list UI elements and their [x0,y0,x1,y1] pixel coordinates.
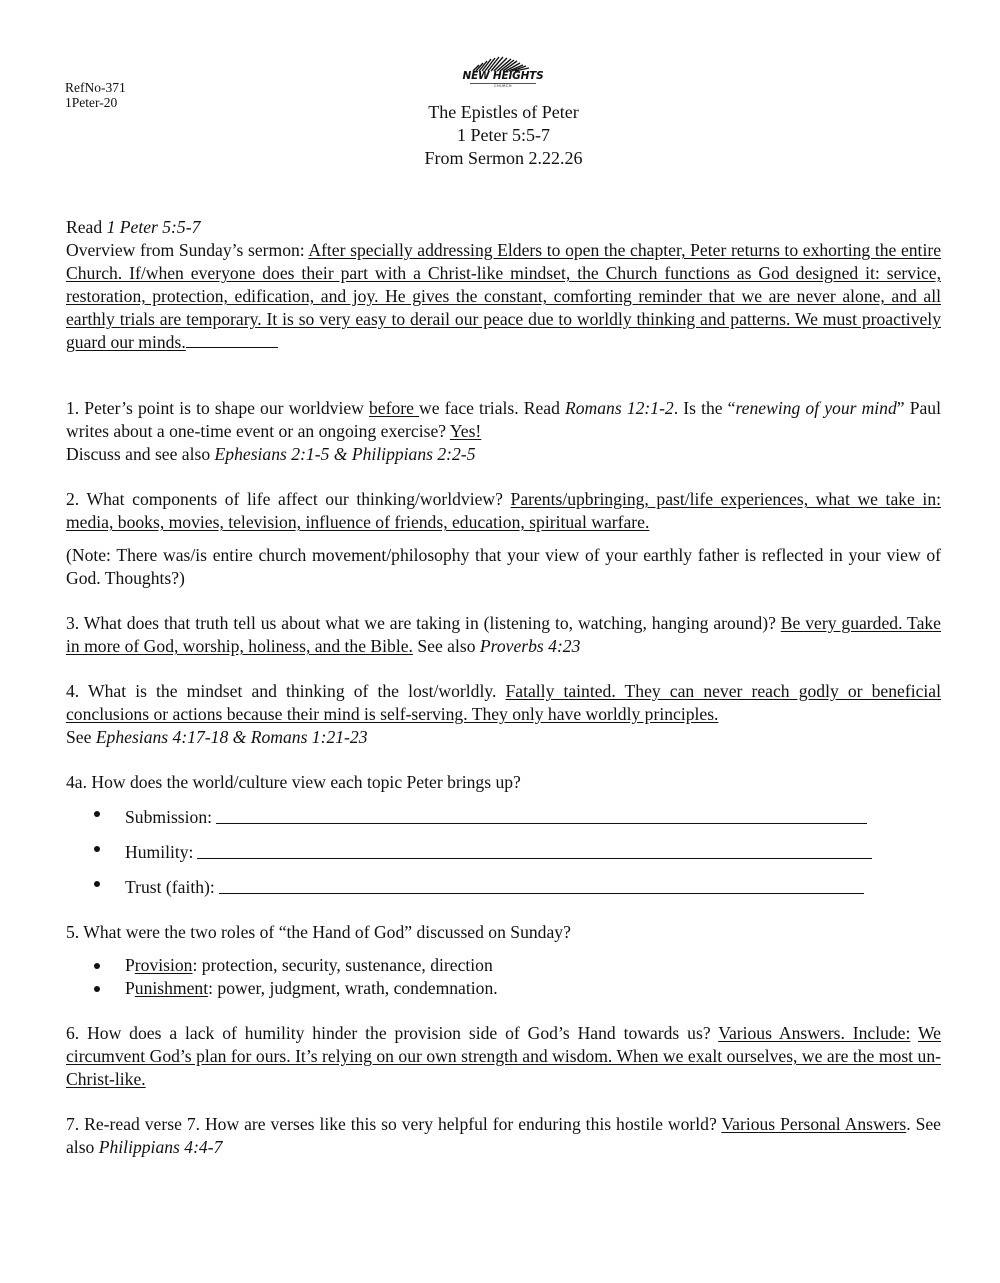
logo-subtitle: CHURCH [494,84,512,88]
question-4: 4. What is the mindset and thinking of the lost/worldly. Fatally tainted. They can never reach godly or beneficial conclusions or actions because their mind is self-serving. They only have worldly principles. [66,681,941,724]
hand-of-god-list [66,954,941,1000]
answer-2: Parents/upbringing, past/life experiences, what we take in: media, books, movies, television, influence of friends, education, spiritual warfare. [66,489,942,532]
list-item: Humility: [66,829,941,864]
answer-blank-trust[interactable] [219,892,864,894]
question-1: 1. Peter’s point is to shape our worldview before we face trials. Read Romans 12:1-2. Is the “renewing of your mind” Paul writes about a one-time event or an ongoing exercise? Yes! [66,398,941,441]
overview-answer: After specially addressing Elders to open the chapter, Peter returns to exhorting the entire Church. If/when everyone does their part with a Christ-like mindset, the Church functions as God designed it: service, restoration, protection, edification, and joy. He gives the constant, comforting reminder that we are never alone, and all earthly trials are temporary. It is so very easy to derail our peace due to worldly thinking and patterns. We must proactively guard our minds. [66,240,942,352]
bullet-icon [94,846,100,852]
question-4-see: See Ephesians 4:17-18 & Romans 1:21-23 [66,727,368,747]
answer-4: Fatally tainted. They can never reach godly or beneficial conclusions or actions because their mind is self-serving. They only have worldly principles. [66,681,941,724]
question-4a: 4a. How does the world/culture view each topic Peter brings up? [66,772,521,792]
question-6: 6. How does a lack of humility hinder the provision side of God’s Hand towards us? Various Answers. Include: We circumvent God’s plan for ours. It’s relying on our own strength and wisdom. When we exalt ourselves, we are the most un-Christ-like. [66,1023,941,1089]
question-2: 2. What components of life affect our thinking/worldview? Parents/upbringing, past/life experiences, what we take in: media, books, movies, television, influence of friends, education, spiritual warfare. [66,489,942,532]
question-7: 7. Re-read verse 7. How are verses like this so very helpful for enduring this hostile world? Various Personal Answers. See also Philippians 4:4-7 [66,1114,941,1157]
bullet-icon [94,811,100,817]
church-logo [458,56,548,96]
question-5: 5. What were the two roles of “the Hand of God” discussed on Sunday? [66,922,571,942]
answer-blank-submission[interactable] [216,822,867,824]
list-item: Punishment: power, judgment, wrath, condemnation. [66,977,941,1000]
answer-6b: We circumvent God’s plan for ours. It’s relying on our own strength and wisdom. When we exalt ourselves, we are the most un-Christ-like. [66,1023,941,1089]
answer-3: Be very guarded. Take in more of God, worship, holiness, and the Bible. [66,613,941,656]
question-1-discuss: Discuss and see also Ephesians 2:1-5 & Philippians 2:2-5 [66,444,476,464]
list-item: Submission: [66,794,941,829]
answer-blank-humility[interactable] [197,857,872,859]
note-paragraph: (Note: There was/is entire church movement/philosophy that your view of your earthly father is reflected in your view of God. Thoughts?) [66,545,941,588]
world-view-list [66,794,941,899]
answer-6a: Various Answers. Include: [718,1023,911,1043]
passage-reference: 1 Peter 5:5-7 [457,125,550,145]
read-instruction: Read 1 Peter 5:5-7 [66,217,201,237]
bullet-icon [94,986,100,992]
answer-1: Yes! [449,421,482,441]
list-item: Trust (faith): [66,864,941,899]
answer-7: Various Personal Answers [721,1114,907,1134]
bullet-icon [94,881,100,887]
list-item: Provision: protection, security, sustenance, direction [66,954,941,977]
bullet-icon [94,963,100,969]
fill-line [186,346,278,348]
document-title-block [0,101,1000,170]
ref-code: 1Peter-20 [65,95,118,110]
overview-paragraph: Overview from Sunday’s sermon: After specially addressing Elders to open the chapter, Peter returns to exhorting the entire Church. If/when everyone does their part with a Christ-like mindset, the Church functions as God designed it: service, restoration, protection, edification, and joy. He gives the constant, comforting reminder that we are never alone, and all earthly trials are temporary. It is so very easy to derail our peace due to worldly thinking and patterns. We must proactively guard our minds. [66,240,942,352]
document-title: The Epistles of Peter [428,102,579,122]
sermon-date: From Sermon 2.22.26 [424,148,583,168]
study-content [66,216,941,1159]
ref-number: RefNo-371 [65,80,126,95]
logo-name: NEW HEIGHTS [462,70,544,82]
question-3: 3. What does that truth tell us about what we are taking in (listening to, watching, hanging around)? Be very guarded. Take in more of God, worship, holiness, and the Bible. See also Proverbs 4:23 [66,613,941,656]
